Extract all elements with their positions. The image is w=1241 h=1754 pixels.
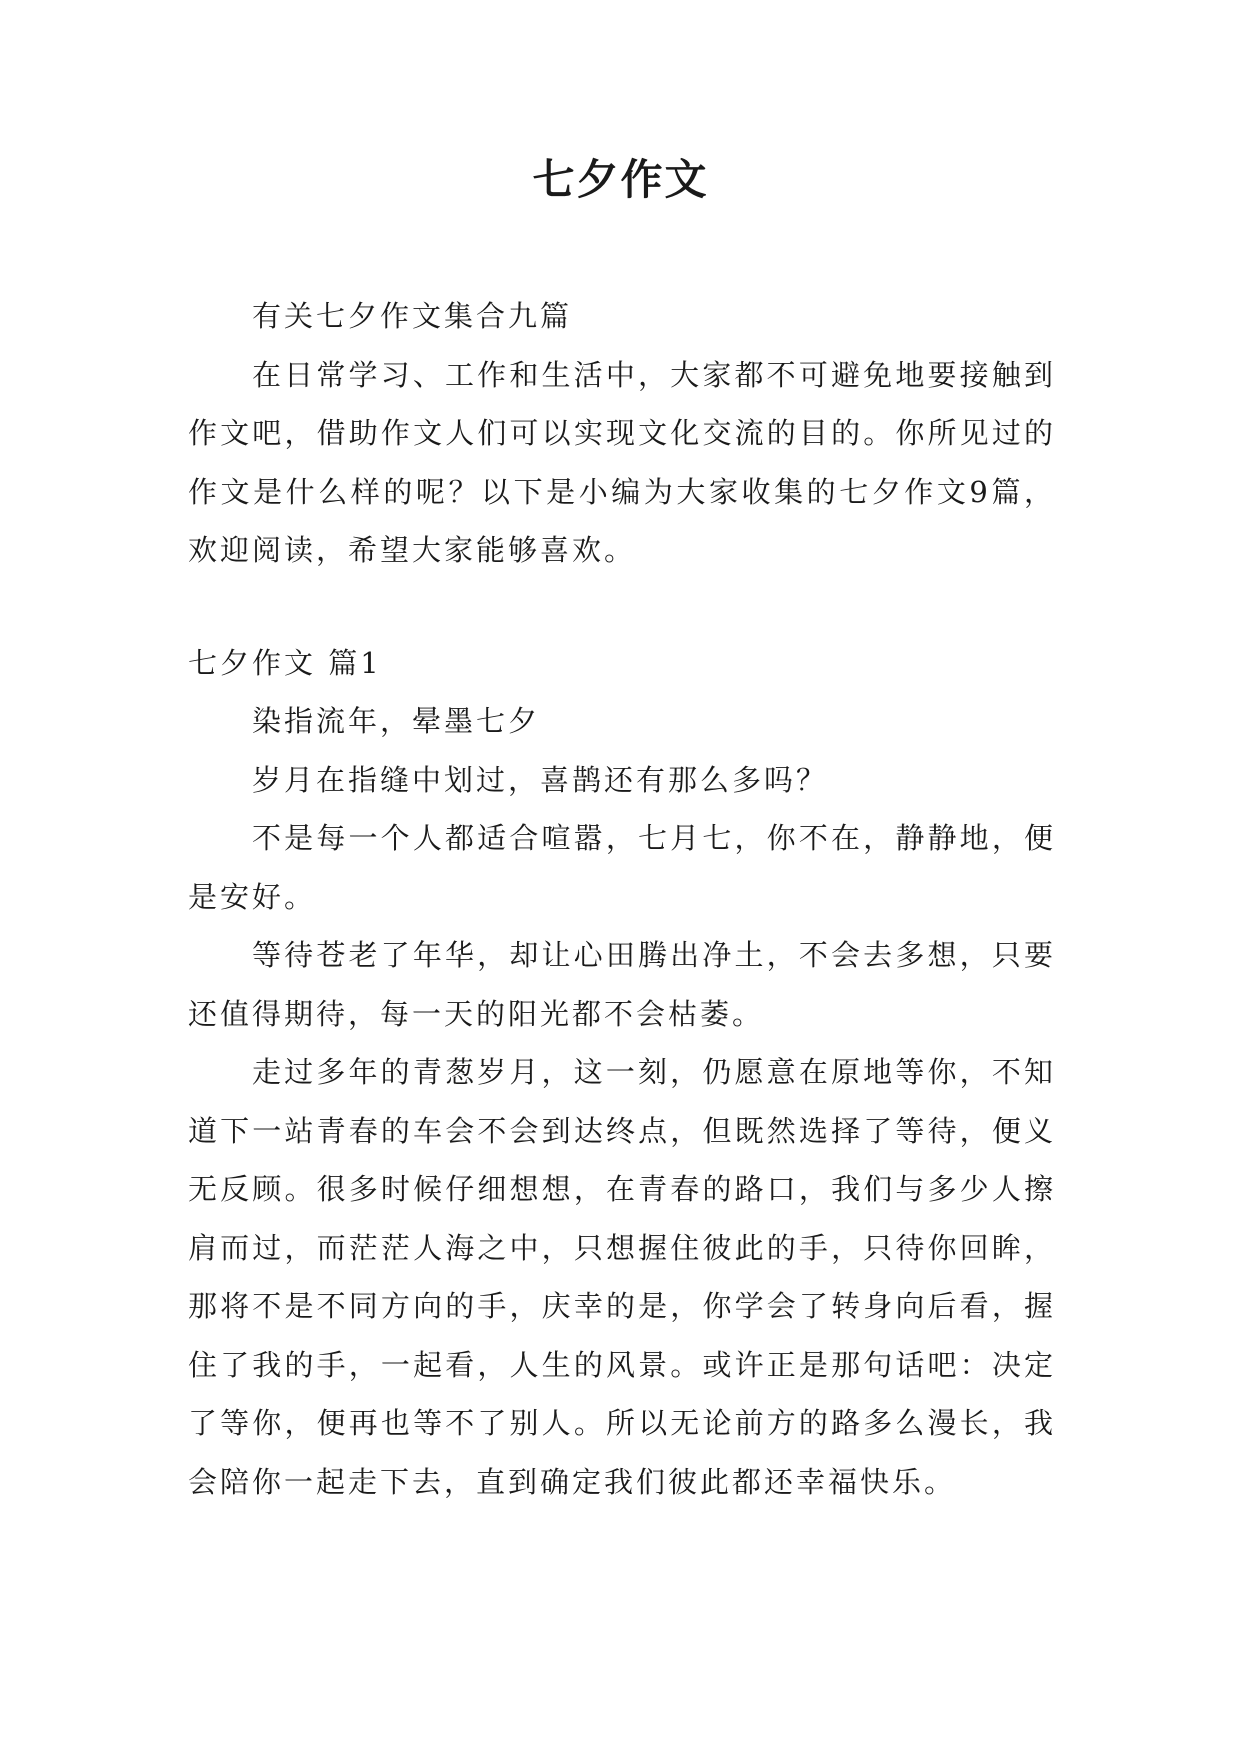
page-title: 七夕作文 bbox=[532, 155, 709, 204]
section-paragraph: 等待苍老了年华，却让心田腾出净土，不会去多想，只要还值得期待，每一天的阳光都不会枯萎。 bbox=[188, 938, 1056, 1031]
section-paragraph: 染指流年，晕墨七夕 bbox=[252, 704, 541, 738]
section-heading: 七夕作文 篇1 bbox=[188, 645, 382, 680]
section-paragraph: 走过多年的青葱岁月，这一刻，仍愿意在原地等你，不知道下一站青春的车会不会到达终点，但既然选择了等待，便义无反顾。很多时候仔细想想，在青春的路口，我们与多少人擦肩而过，而茫茫人海之中，只想握住彼此的手，只待你回眸，那将不是不同方向的手，庆幸的是，你学会了转身向后看，握住了我的手，一起看，人生的风景。或许正是那句话吧：决定了等你，便再也等不了别人。所以无论前方的路多么漫长，我会陪你一起走下去，直到确定我们彼此都还幸福快乐。 bbox=[188, 1055, 1056, 1499]
section-paragraph: 不是每一个人都适合喧嚣，七月七，你不在，静静地，便是安好。 bbox=[188, 821, 1056, 914]
document-subtitle: 有关七夕作文集合九篇 bbox=[252, 299, 573, 333]
intro-paragraph: 在日常学习、工作和生活中，大家都不可避免地要接触到作文吧，借助作文人们可以实现文化交流的目的。你所见过的作文是什么样的呢？以下是小编为大家收集的七夕作文9篇，欢迎阅读，希望大家能够喜欢。 bbox=[188, 357, 1056, 567]
document-body bbox=[188, 287, 1056, 1511]
section-paragraph: 岁月在指缝中划过，喜鹊还有那么多吗？ bbox=[252, 762, 829, 797]
